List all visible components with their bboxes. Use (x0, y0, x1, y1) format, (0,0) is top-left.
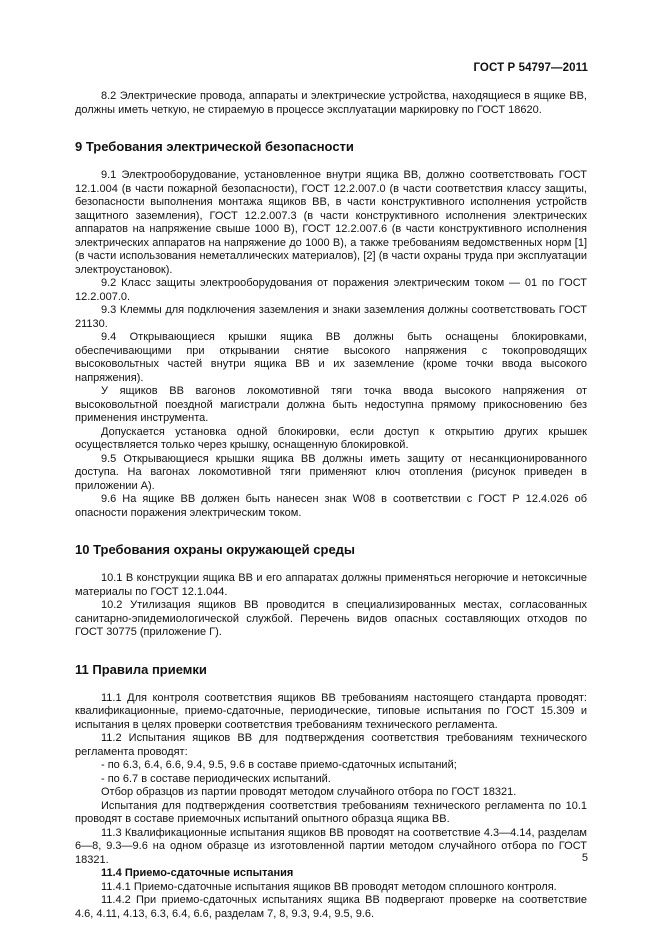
section-10-title: 10 Требования охраны окружающей среды (75, 542, 356, 557)
paragraph-9-6: 9.6 На ящике ВВ должен быть нанесен знак W08 в соответствии с ГОСТ Р 12.4.026 об опасности поражения электрическим током. (75, 493, 587, 519)
paragraph-10-1: 10.1 В конструкции ящика ВВ и его аппаратах должны применяться негорючие и нетоксичные материалы по ГОСТ 12.1.044. (75, 572, 587, 598)
paragraph-9-2: 9.2 Класс защиты электрооборудования от поражения электрическим током — 01 по ГОСТ 12.2.007.0. (75, 277, 587, 303)
paragraph-11-1: 11.1 Для контроля соответствия ящиков ВВ требованиям настоящего стандарта проводят: квалификационные, приемо-сдаточные, периодические, типовые испытания по ГОСТ 15.309 и испытания в целях проверки соответствия требованиям технического регламента. (75, 691, 587, 731)
paragraph-11-2-c: Отбор образцов из партии проводят методом случайного отбора по ГОСТ 18321. (101, 786, 517, 798)
paragraph-9-4: 9.4 Открывающиеся крышки ящика ВВ должны быть оснащены блокировками, обеспечивающими при открывании снятие высокого напряжения с токопроводящих высоковольтных частей внутри ящика ВВ и их заземление (кроме точки ввода высокого напряжения). (75, 331, 587, 384)
page-header: ГОСТ Р 54797—2011 (473, 62, 588, 74)
paragraph-9-1: 9.1 Электрооборудование, установленное внутри ящика ВВ, должно соответствовать ГОСТ 12.1.004 (в части пожарной безопасности), ГОСТ 12.2.007.0 (в части соответствия классу защиты, безопасности выполнения монтажа ящиков ВВ, в части конструктивного исполнения устройств защитного заземления), ГОСТ 12.2.007.3 (в части конструктивного исполнения электрических аппаратов на напряжение свыше 1000 В), ГОСТ 12.2.007.6 (в части конструктивного исполнения электрических аппаратов на напряжение до 1000 В), а также требованиям ведомственных норм [1] (в части использования неметаллических материалов), [2] (в части охраны труда при эксплуатации электроустановок). (75, 169, 587, 276)
paragraph-9-5: 9.5 Открывающиеся крышки ящика ВВ должны иметь защиту от несанкционированного доступа. На вагонах локомотивной тяги применяют ключ отопления (рисунок приведен в приложении А). (75, 452, 587, 492)
paragraph-9-4-b: У ящиков ВВ вагонов локомотивной тяги точка ввода высокого напряжения от высоковольтной поездной магистрали должна быть недоступна прямому прикосновению без применения инструмента. (75, 385, 587, 424)
paragraph-9-3: 9.3 Клеммы для подключения заземления и знаки заземления должны соответствовать ГОСТ 21130. (75, 304, 587, 330)
subsection-11-4-title: 11.4 Приемо-сдаточные испытания (101, 867, 294, 879)
section-9-title: 9 Требования электрической безопасности (75, 139, 354, 154)
paragraph-11-2: 11.2 Испытания ящиков ВВ для подтверждения соответствия требованиям технического регламента проводят: (75, 732, 587, 758)
paragraph-11-4-1: 11.4.1 Приемо-сдаточные испытания ящиков ВВ проводят методом сплошного контроля. (101, 880, 557, 893)
paragraph-9-4-c: Допускается установка одной блокировки, если доступ к открытию других крышек осуществляется только через крышку, оснащенную блокировкой. (75, 425, 587, 451)
paragraph-11-2-d: Испытания для подтверждения соответствия требованиям технического регламента по 10.1 проводят в составе приемочных испытаний опытного образца ящика ВВ. (75, 799, 587, 825)
paragraph-11-3: 11.3 Квалификационные испытания ящиков ВВ проводят на соответствие 4.3—4.14, разделам 6—8, 9.3—9.6 на одном образце из изготовленной партии методом случайного отбора по ГОСТ 18321. (75, 826, 587, 866)
paragraph-10-2: 10.2 Утилизация ящиков ВВ проводится в специализированных местах, согласованных санитарно-эпидемиологической службой. Перечень видов опасных составляющих отходов по ГОСТ 30775 (приложение Г). (75, 599, 587, 638)
paragraph-8-2: 8.2 Электрические провода, аппараты и электрические устройства, находящиеся в ящике ВВ, должны иметь четкую, не стираемую в процессе эксплуатации маркировку по ГОСТ 18620. (75, 90, 587, 116)
list-item-11-2-b: - по 6.7 в составе периодических испытаний. (101, 772, 331, 785)
section-11-title: 11 Правила приемки (75, 661, 207, 677)
paragraph-11-4-2: 11.4.2 При приемо-сдаточных испытаниях ящика ВВ подвергают проверке на соответствие 4.6, 4.11, 4.13, 6.3, 6.4, 6.6, разделам 7, 8, 9.3, 9.4, 9.5, 9.6. (75, 894, 587, 920)
list-item-11-2-a: - по 6.3, 6.4, 6.6, 9.4, 9.5, 9.6 в составе приемо-сдаточных испытаний; (101, 759, 457, 771)
page-number: 5 (581, 852, 588, 864)
page-content (75, 90, 587, 921)
